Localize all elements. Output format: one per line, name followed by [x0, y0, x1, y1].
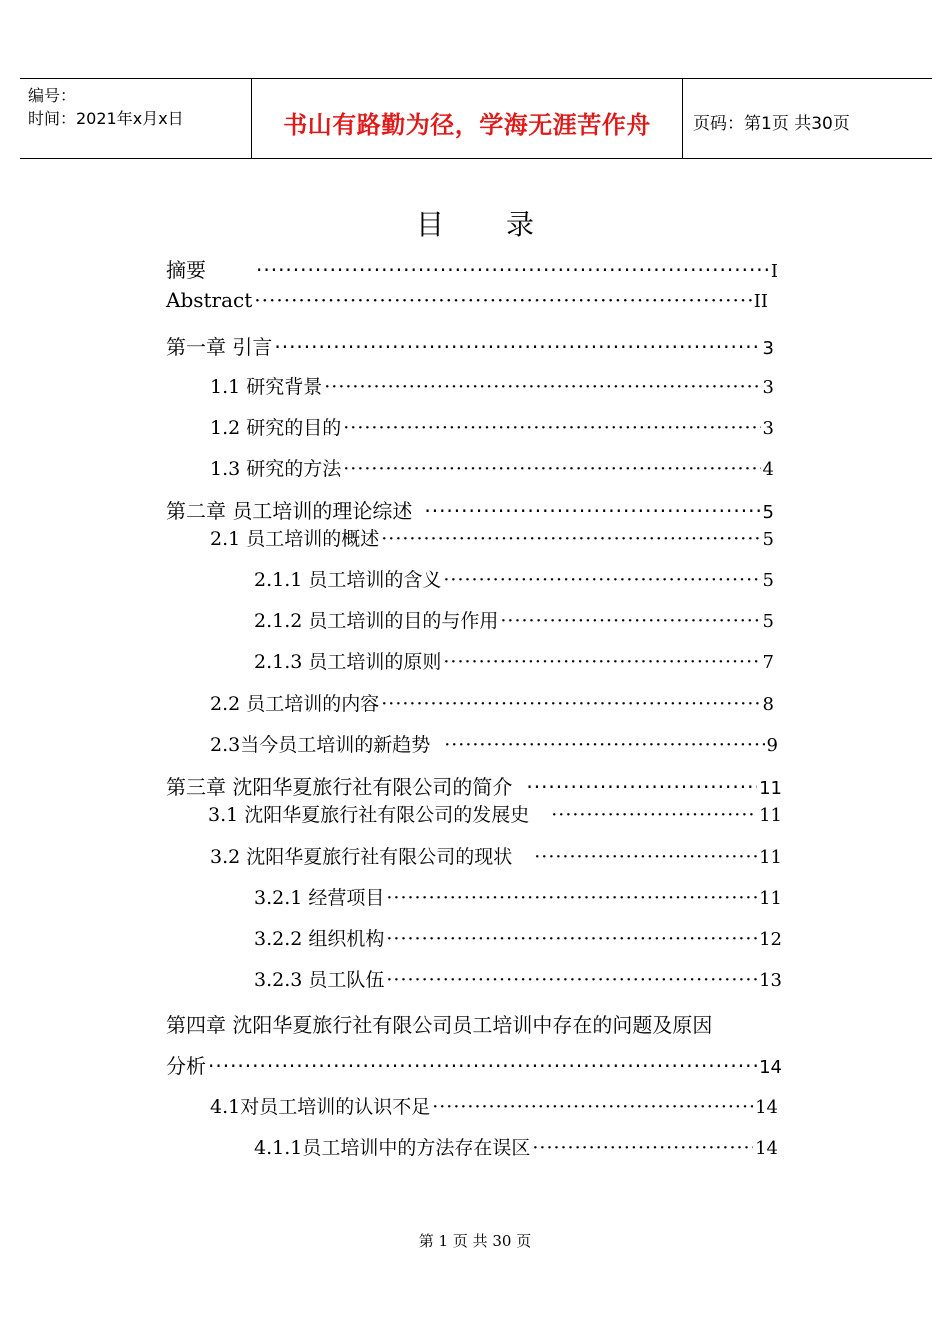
header-meta-cell [20, 79, 252, 158]
toc-entry-page: 11 [759, 847, 782, 868]
toc-entry-text: Abstract [166, 288, 253, 312]
toc-entry[interactable] [166, 771, 782, 800]
toc-entry-page: 14 [755, 1138, 778, 1159]
toc-entry[interactable] [166, 495, 774, 524]
document-number-label: 编号： [28, 86, 77, 105]
toc-entry-text: 1.3 研究的方法 [210, 458, 342, 480]
toc-entry-text: 2.1.3 员工培训的原则 [254, 651, 442, 673]
toc-entry-text: 3.1 沈阳华夏旅行社有限公司的发展史 [208, 804, 530, 826]
toc-entry-text: 2.1.1 员工培训的含义 [254, 569, 442, 591]
toc-entry[interactable] [210, 842, 782, 869]
toc-entry[interactable] [254, 606, 774, 633]
toc-entry-text: 4.1对员工培训的认识不足 [210, 1096, 431, 1118]
toc-entry-page: 5 [762, 611, 774, 632]
toc-entry[interactable] [210, 730, 778, 757]
toc-entry-page: 11 [759, 805, 782, 826]
toc-entry-page: 5 [762, 529, 774, 550]
toc-entry-page: 3 [762, 338, 774, 359]
toc-entry[interactable] [210, 454, 774, 481]
toc-entry-text: 2.2 员工培训的内容 [210, 693, 380, 715]
toc-entry-page: 5 [762, 570, 774, 591]
header-page-cell [683, 79, 932, 158]
toc-entry-page: 13 [759, 970, 782, 991]
toc-entry[interactable] [254, 565, 774, 592]
toc-entry[interactable] [166, 1050, 782, 1079]
toc-entry[interactable] [166, 288, 768, 312]
toc-title-char-2: 录 [506, 208, 535, 241]
toc-entry-text: 3.2.1 经营项目 [254, 887, 385, 909]
toc-entry[interactable] [254, 883, 782, 910]
toc-entry-text: 1.2 研究的目的 [210, 417, 342, 439]
header-motto-cell [252, 79, 683, 158]
toc-entry-text: 2.3当今员工培训的新趋势 [210, 734, 431, 756]
toc-entry-text: 第二章 员工培训的理论综述 [166, 499, 413, 523]
toc-entry[interactable] [210, 524, 774, 551]
toc-entry-text: 3.2.3 员工队伍 [254, 969, 385, 991]
toc-entry[interactable] [210, 689, 774, 716]
motto-text: 书山有路勤为径，学海无涯苦作舟 [283, 111, 651, 139]
toc-entry[interactable] [166, 331, 774, 360]
toc-entry-page: 9 [766, 735, 778, 756]
toc-title-char-1: 目 [415, 208, 444, 241]
header-page-info: 页码：第1页 共30页 [693, 114, 850, 134]
toc-entry-page: 3 [762, 418, 774, 439]
toc-entry-page: 5 [762, 502, 774, 523]
toc-entry-page: 14 [759, 1057, 782, 1078]
toc-entry[interactable] [210, 1092, 778, 1119]
toc-entry-text: 第一章 引言 [166, 335, 273, 359]
toc-entry-text: 1.1 研究背景 [210, 376, 323, 398]
toc-entry-text: 2.1 员工培训的概述 [210, 528, 380, 550]
toc-entry[interactable] [210, 372, 774, 399]
toc-entry[interactable] [254, 965, 782, 992]
toc-entry[interactable] [208, 800, 782, 827]
toc-entry-page: II [753, 291, 768, 312]
toc-entry-page: 11 [759, 888, 782, 909]
toc-entry[interactable] [210, 413, 774, 440]
toc-entry[interactable] [254, 1133, 778, 1160]
document-time-label: 时间：2021年x月x日 [28, 109, 184, 128]
toc-entry-text: 4.1.1员工培训中的方法存在误区 [254, 1137, 531, 1159]
toc-entry-page: 8 [762, 694, 774, 715]
toc-entry-page: 11 [759, 778, 782, 799]
toc-entry[interactable] [166, 254, 778, 283]
page-footer: 第 1 页 共 30 页 [418, 1232, 532, 1250]
toc-entry-page: 3 [762, 377, 774, 398]
toc-entry-text: 分析 [166, 1054, 206, 1078]
toc-entry-text: 第三章 沈阳华夏旅行社有限公司的简介 [166, 775, 513, 799]
toc-entry-page: I [770, 261, 778, 282]
toc-entry-text: 3.2.2 组织机构 [254, 928, 385, 950]
toc-entry-text: 2.1.2 员工培训的目的与作用 [254, 610, 499, 632]
toc-entry-text: 3.2 沈阳华夏旅行社有限公司的现状 [210, 846, 513, 868]
toc-entry-page: 4 [762, 459, 774, 480]
toc-entry-page: 14 [755, 1097, 778, 1118]
toc-entry[interactable] [254, 647, 774, 674]
toc-entry-text: 摘要 [166, 258, 206, 282]
header-table [20, 78, 932, 159]
toc-entry-page: 12 [759, 929, 782, 950]
toc-entry-page: 7 [762, 652, 774, 673]
toc-title [0, 203, 950, 243]
toc-entry-text[interactable]: 第四章 沈阳华夏旅行社有限公司员工培训中存在的问题及原因 [166, 1013, 713, 1037]
toc-entry[interactable] [254, 924, 782, 951]
